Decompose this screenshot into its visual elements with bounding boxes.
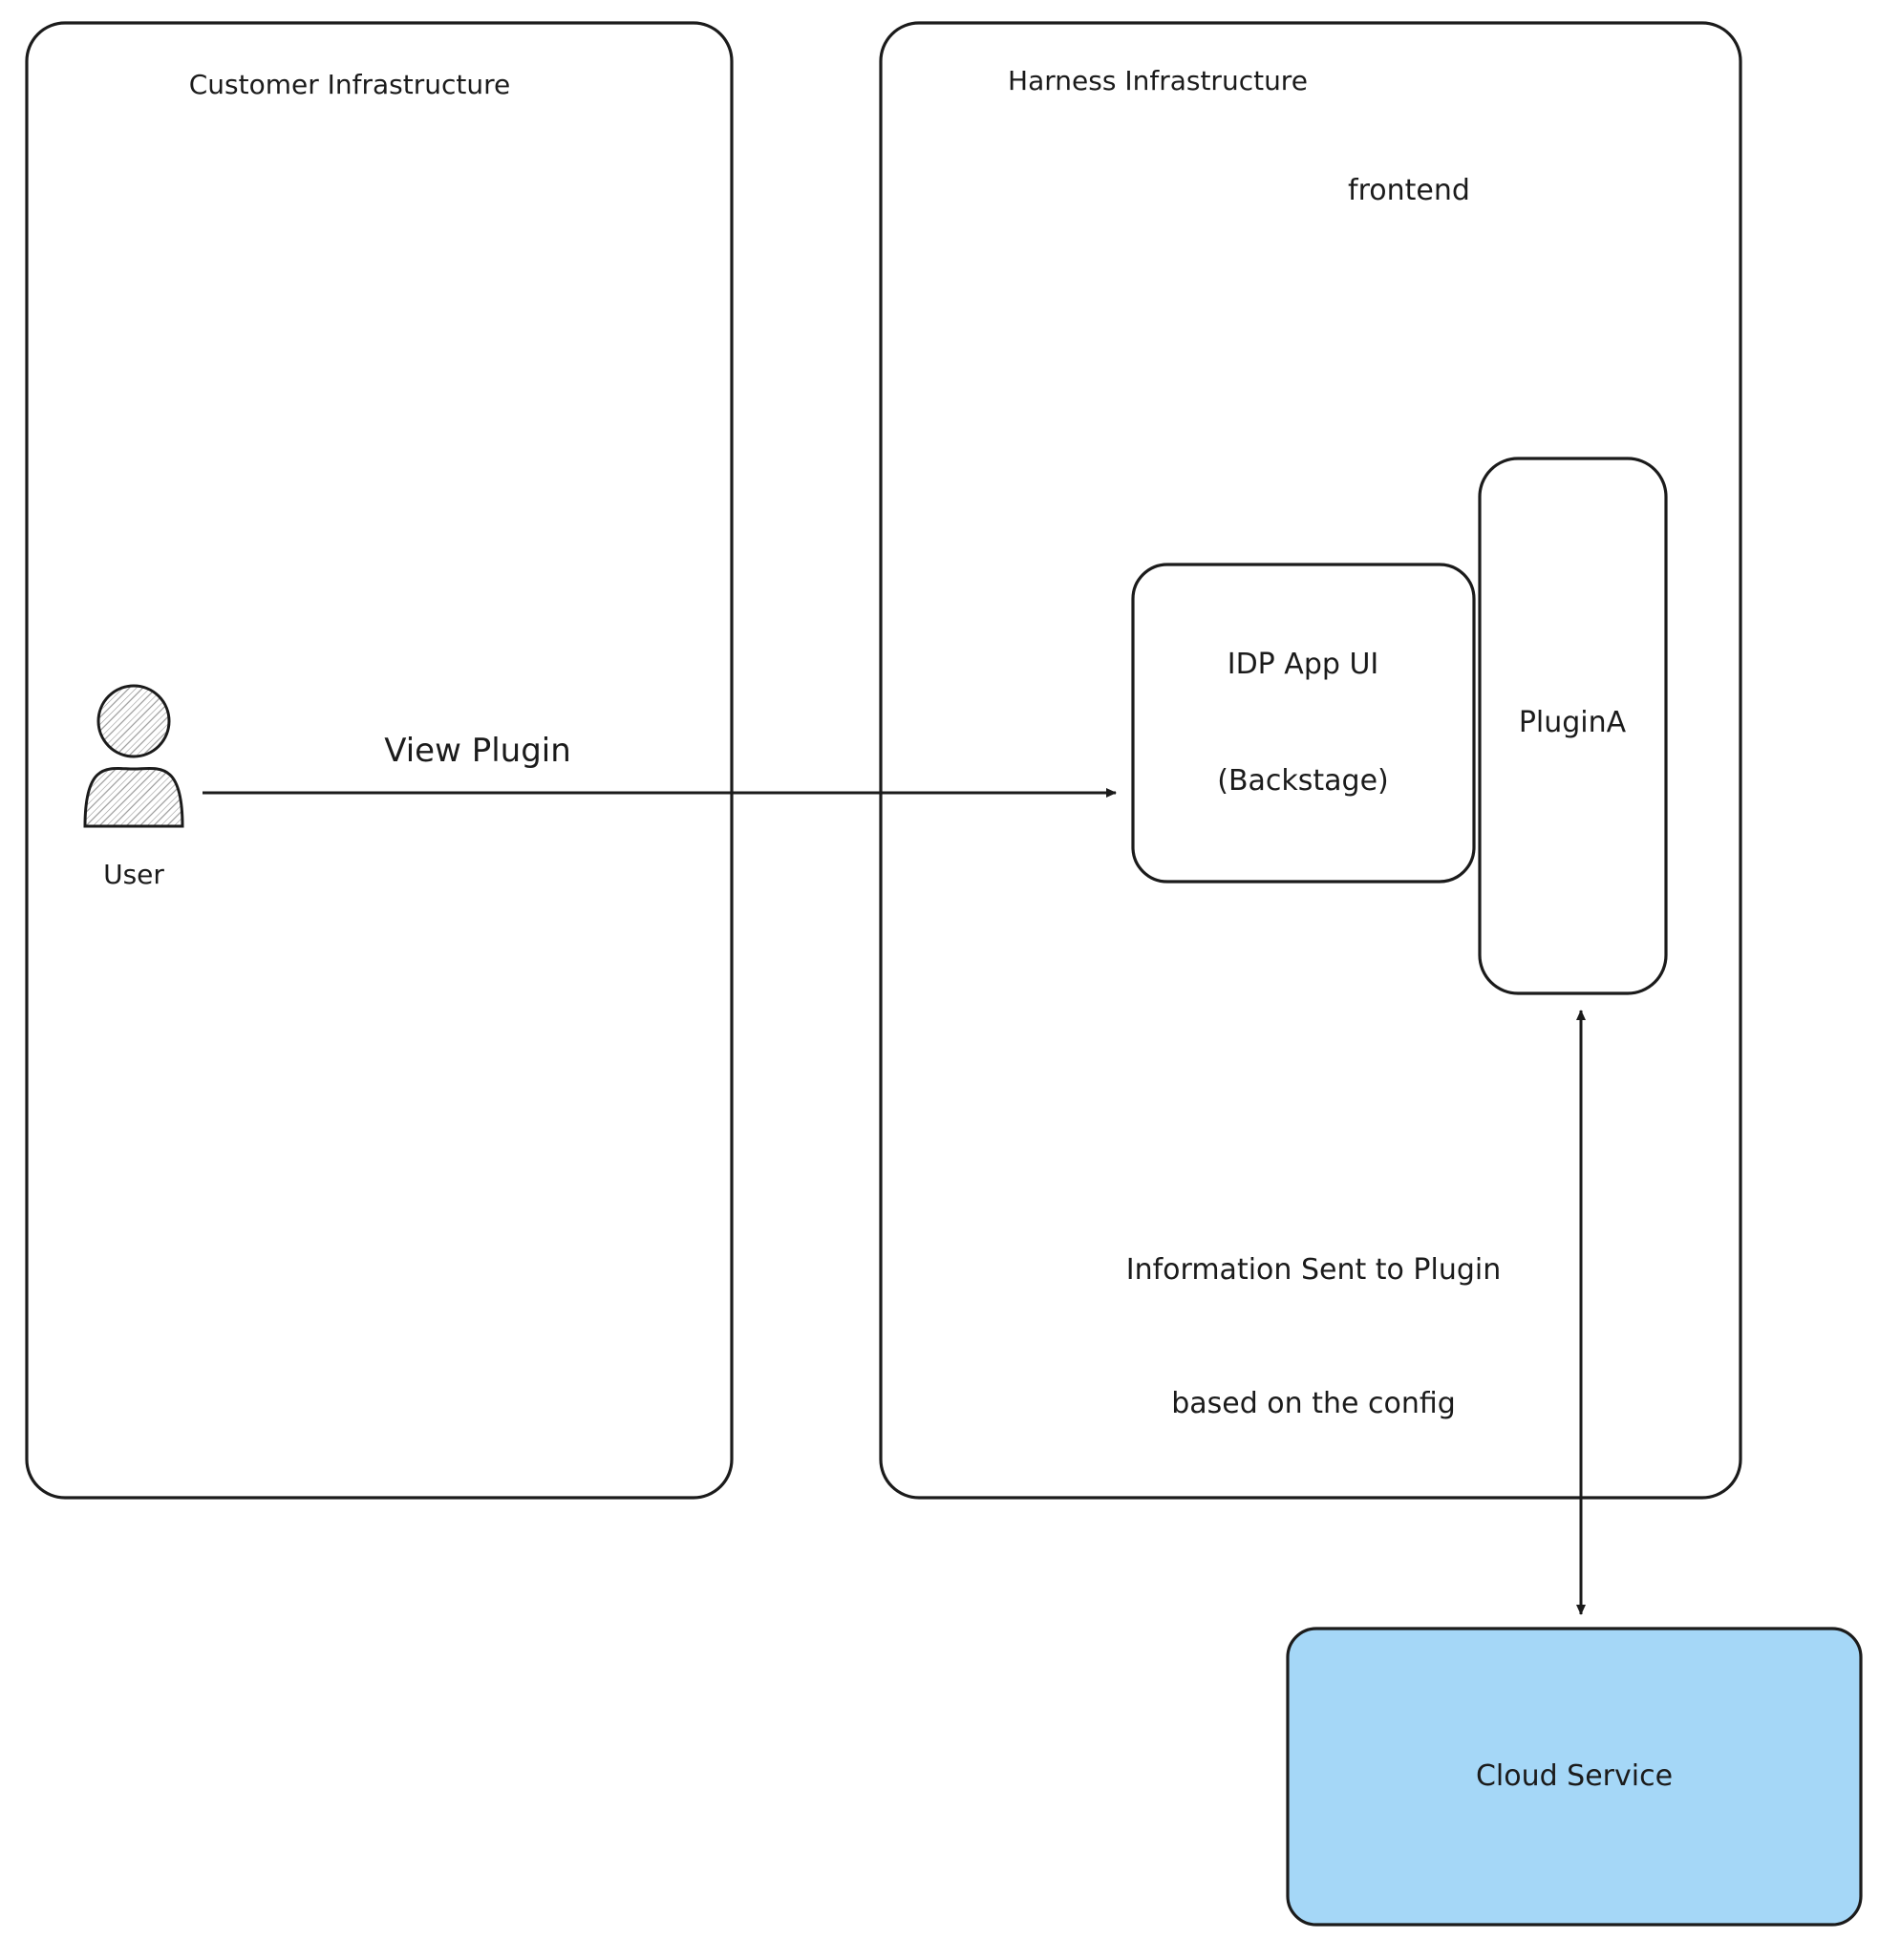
node-label-idp-app-ui — [1217, 568, 1389, 878]
edge-label-information-sent-line2: based on the config — [1171, 1386, 1456, 1420]
group-title-customer-infrastructure: Customer Infrastructure — [188, 69, 511, 101]
actor-label-user: User — [103, 859, 164, 891]
edge-label-information-sent-line1: Information Sent to Plugin — [1125, 1253, 1502, 1287]
node-label-plugin-a: PluginA — [1518, 705, 1627, 739]
node-label-idp-app-ui-line2: (Backstage) — [1217, 763, 1389, 798]
node-label-cloud-service: Cloud Service — [1475, 1758, 1674, 1793]
group-box-customer-infrastructure — [27, 23, 732, 1498]
edge-label-view-plugin: View Plugin — [384, 732, 571, 771]
group-title-harness-infrastructure: Harness Infrastructure — [1008, 65, 1308, 97]
node-label-idp-app-ui-line1: IDP App UI — [1227, 648, 1379, 681]
section-label-frontend: frontend — [1348, 173, 1470, 207]
edge-label-information-sent — [1126, 1174, 1502, 1501]
